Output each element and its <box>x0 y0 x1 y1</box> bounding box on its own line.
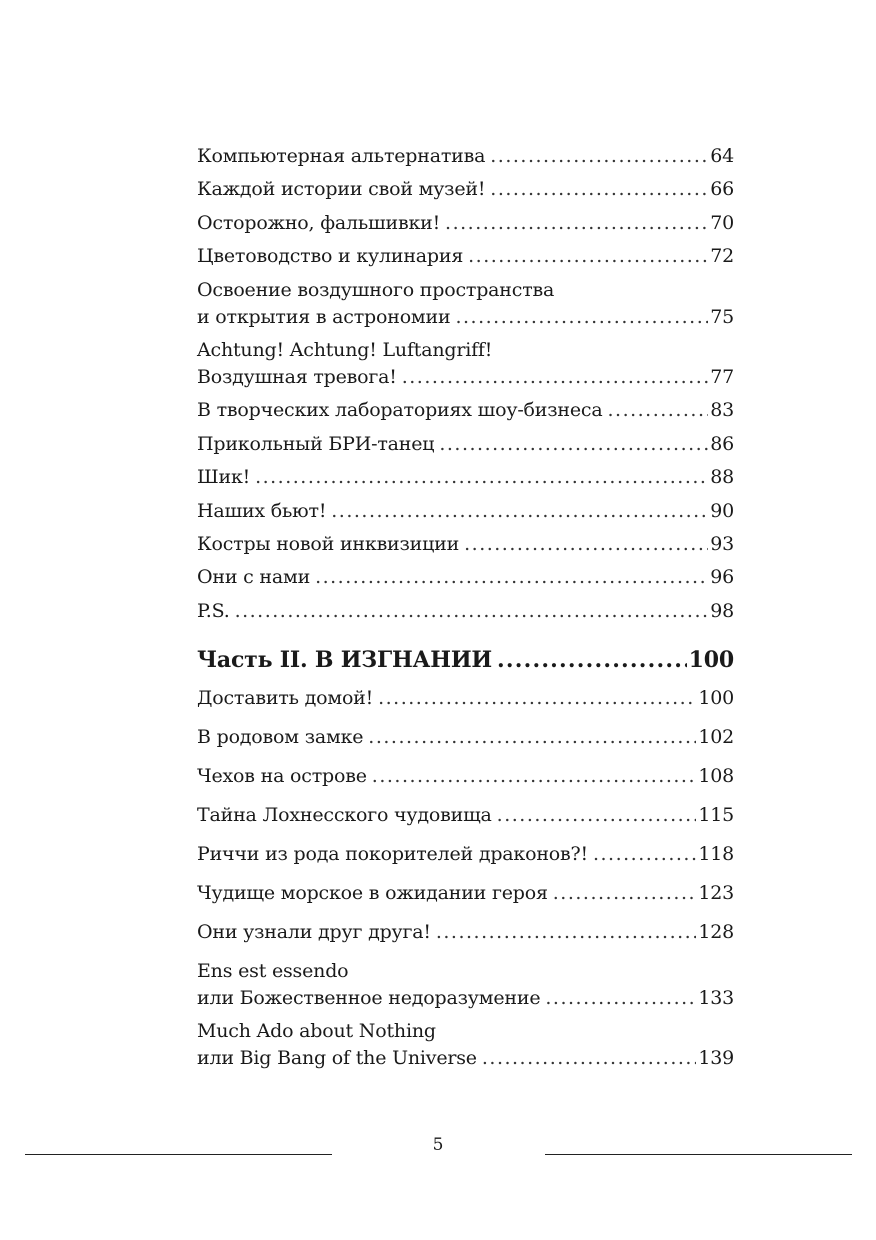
dot-leader <box>490 176 708 203</box>
toc-entry-title: Наших бьют! <box>197 499 327 522</box>
toc-entry-title-line: Achtung! Achtung! Luftangriff! <box>197 338 493 361</box>
dot-leader <box>436 919 696 946</box>
toc-entry-title: Они с нами <box>197 566 311 589</box>
toc-entry-title: P.S. <box>197 599 230 622</box>
toc-page-number: 100 <box>698 686 734 709</box>
toc-page-number: 123 <box>698 881 734 904</box>
toc-page-number: 100 <box>688 646 734 673</box>
dot-leader <box>455 304 708 331</box>
toc-entry <box>197 880 734 907</box>
toc-part-heading <box>197 645 734 675</box>
toc-entry-title: Осторожно, фальшивки! <box>197 211 441 234</box>
toc-entry-title: Цветоводство и кулинария <box>197 245 464 268</box>
toc-entry <box>197 176 734 203</box>
dot-leader <box>235 598 709 625</box>
dot-leader <box>468 243 708 270</box>
toc-page-number: 128 <box>698 920 734 943</box>
toc-page-number: 64 <box>710 145 734 167</box>
toc-entry <box>197 958 734 1012</box>
toc-page-number: 90 <box>710 499 734 522</box>
toc-entry <box>197 1018 734 1072</box>
toc-page-number: 96 <box>710 566 734 589</box>
toc-entry <box>197 277 734 331</box>
toc-entry <box>197 464 734 491</box>
toc-page-number: 98 <box>710 599 734 622</box>
toc-entry-title: Чудище морское в ожидании героя <box>197 881 548 904</box>
dot-leader <box>372 763 697 790</box>
dot-leader <box>607 397 708 424</box>
toc-entry-title: Они узнали друг друга! <box>197 920 431 943</box>
toc-page-number: 88 <box>710 466 734 489</box>
dot-leader <box>593 841 696 868</box>
toc-entry <box>197 685 734 712</box>
toc-entry-title: Тайна Лохнесского чудовища <box>197 803 492 826</box>
dot-leader <box>402 364 709 391</box>
dot-leader <box>482 1045 696 1072</box>
toc-entry-title-line: Ens est essendo <box>197 959 349 982</box>
toc-entry-title: В родовом замке <box>197 725 364 748</box>
toc-page-number: 108 <box>698 764 734 787</box>
table-of-contents <box>197 143 734 1078</box>
page-number: 5 <box>432 1135 444 1155</box>
toc-entry-title: Риччи из рода покорителей драконов?! <box>197 842 588 865</box>
toc-entry <box>197 841 734 868</box>
dot-leader <box>255 464 708 491</box>
toc-entry-title: или Big Bang of the Universe <box>197 1047 477 1070</box>
toc-entry <box>197 337 734 391</box>
dot-leader <box>378 685 696 712</box>
toc-page-number: 70 <box>710 211 734 234</box>
toc-page-number: 102 <box>698 725 734 748</box>
dot-leader <box>464 531 708 558</box>
dot-leader <box>490 143 708 170</box>
toc-page-number: 66 <box>710 178 734 201</box>
dot-leader <box>497 802 697 829</box>
toc-page-number: 93 <box>710 532 734 555</box>
toc-entry <box>197 531 734 558</box>
footer-rule-right <box>545 1154 852 1155</box>
toc-page-number: 77 <box>710 365 734 388</box>
toc-page-number: 139 <box>698 1047 734 1070</box>
dot-leader <box>445 210 708 237</box>
toc-entry <box>197 431 734 458</box>
dot-leader <box>331 498 708 525</box>
toc-entry-title: и открытия в астрономии <box>197 305 451 328</box>
toc-entry-title-line: Much Ado about Nothing <box>197 1020 436 1043</box>
toc-entry-title: Прикольный БРИ-танец <box>197 432 435 455</box>
dot-leader <box>439 431 708 458</box>
toc-entry-title: или Божественное недоразумение <box>197 986 541 1009</box>
dot-leader <box>315 564 708 591</box>
toc-page-number: 133 <box>698 986 734 1009</box>
toc-entry <box>197 564 734 591</box>
dot-leader <box>368 724 696 751</box>
dot-leader <box>553 880 697 907</box>
toc-page-number: 72 <box>710 245 734 268</box>
toc-page-number: 75 <box>710 305 734 328</box>
toc-entry-title: Компьютерная альтернатива <box>197 145 486 167</box>
toc-entry-title: Костры новой инквизиции <box>197 532 460 555</box>
toc-entry <box>197 397 734 424</box>
toc-entry-title: Воздушная тревога! <box>197 365 397 388</box>
toc-entry <box>197 763 734 790</box>
toc-entry <box>197 919 734 946</box>
toc-entry-title: Чехов на острове <box>197 764 367 787</box>
toc-entry <box>197 598 734 625</box>
toc-entry <box>197 210 734 237</box>
toc-page-number: 86 <box>710 432 734 455</box>
toc-entry <box>197 802 734 829</box>
toc-entry-title-line: Освоение воздушного пространства <box>197 278 555 301</box>
toc-entry <box>197 143 734 170</box>
toc-page-number: 118 <box>698 842 734 865</box>
toc-entry <box>197 498 734 525</box>
toc-entry-title: В творческих лабораториях шоу-бизнеса <box>197 399 603 422</box>
toc-page-number: 83 <box>710 399 734 422</box>
toc-entry-title: Доставить домой! <box>197 686 374 709</box>
dot-leader <box>545 985 696 1012</box>
toc-entry <box>197 724 734 751</box>
toc-part-title: Часть II. В ИЗГНАНИИ <box>197 646 493 673</box>
toc-entry-title: Каждой истории свой музей! <box>197 178 486 201</box>
toc-entry-title: Шик! <box>197 466 251 489</box>
dot-leader <box>497 645 687 675</box>
toc-page-number: 115 <box>698 803 734 826</box>
toc-entry <box>197 243 734 270</box>
